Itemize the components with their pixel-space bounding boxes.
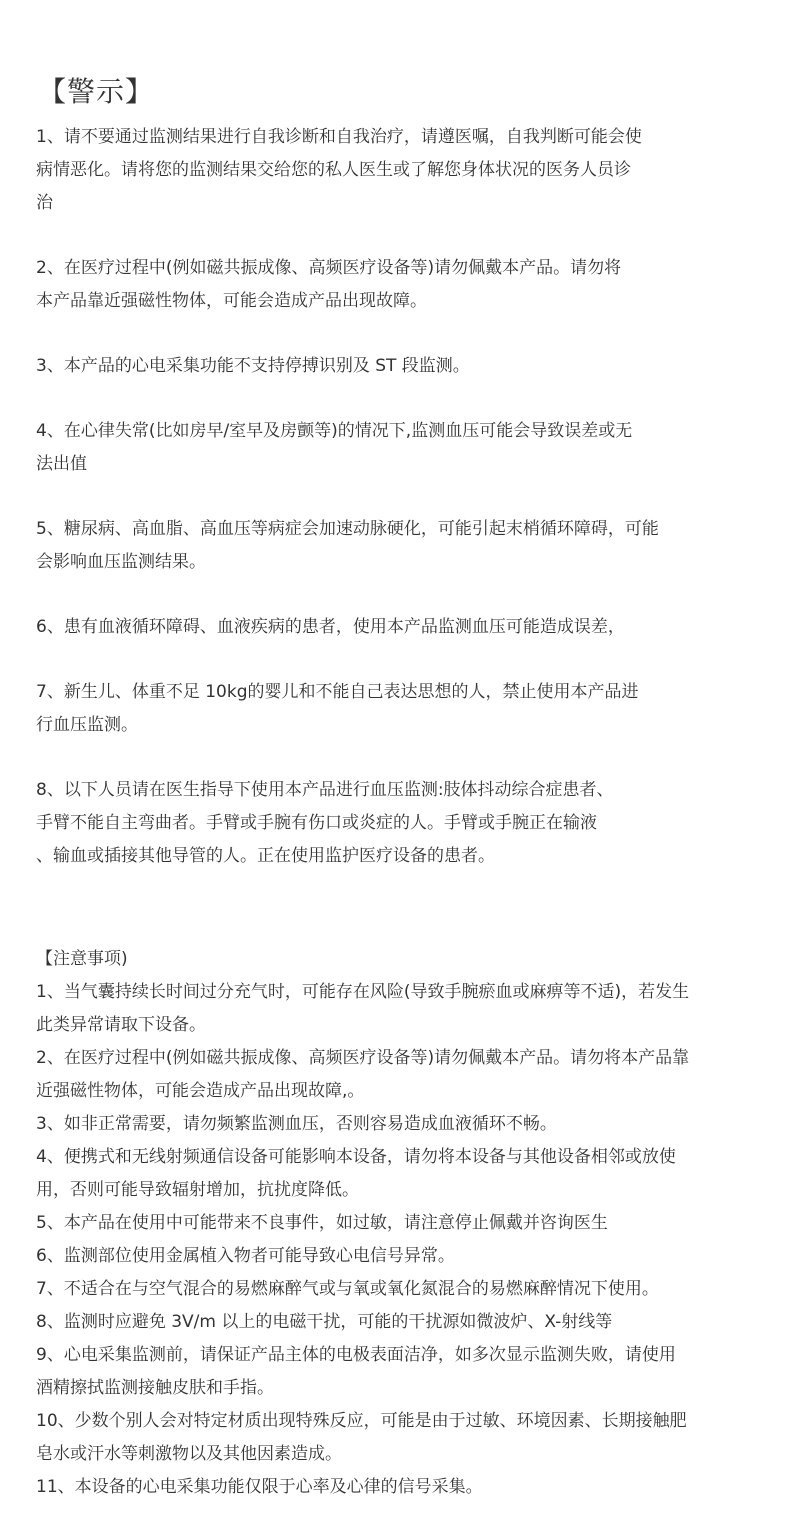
warning-item-1: [36, 121, 776, 220]
note-item-1-line-2: 此类异常请取下设备。: [36, 1015, 206, 1035]
warning-item-3: [36, 350, 776, 383]
note-item-4: [36, 1141, 776, 1207]
note-item-2-line-1: 2、在医疗过程中(例如磁共振成像、高频医疗设备等)请勿佩戴本产品。请勿将本产品靠: [36, 1048, 690, 1068]
warning-item-6-line-1: 6、患有血液循环障碍、血液疾病的患者，使用本产品监测血压可能造成误差，: [36, 617, 625, 637]
warning-item-8-line-2: 手臂不能自主弯曲者。手臂或手腕有伤口或炎症的人。手臂或手腕正在输液: [36, 813, 597, 833]
note-item-1: [36, 976, 776, 1042]
warning-item-1-line-2: 病情恶化。请将您的监测结果交给您的私人医生或了解您身体状况的医务人员诊: [36, 160, 631, 180]
warning-item-7-line-1: 7、新生儿、体重不足 10kg的婴儿和不能自己表达思想的人，禁止使用本产品进: [36, 682, 639, 702]
note-item-5-line-1: 5、本产品在使用中可能带来不良事件，如过敏，请注意停止佩戴并咨询医生: [36, 1213, 608, 1233]
note-item-9-line-1: 9、心电采集监测前，请保证产品主体的电极表面洁净，如多次显示监测失败，请使用: [36, 1345, 676, 1365]
warning-item-1-line-1: 1、请不要通过监测结果进行自我诊断和自我治疗，请遵医嘱，自我判断可能会使: [36, 127, 642, 147]
note-item-4-line-2: 用，否则可能导致辐射增加，抗扰度降低。: [36, 1180, 359, 1200]
note-item-6-line-1: 6、监测部位使用金属植入物者可能导致心电信号异常。: [36, 1246, 455, 1266]
note-item-8: [36, 1306, 776, 1339]
note-item-10-line-1: 10、少数个别人会对特定材质出现特殊反应，可能是由于过敏、环境因素、长期接触肥: [36, 1411, 687, 1431]
warning-item-7: [36, 676, 776, 742]
warning-item-7-line-2: 行血压监测。: [36, 715, 138, 735]
note-item-3: [36, 1108, 776, 1141]
note-item-8-line-1: 8、监测时应避免 3V/m 以上的电磁干扰，可能的干扰源如微波炉、X-射线等: [36, 1312, 613, 1332]
warning-item-8-line-3: 、输血或插接其他导管的人。正在使用监护医疗设备的患者。: [36, 846, 495, 866]
warning-item-5-line-1: 5、糖尿病、高血脂、高血压等病症会加速动脉硬化，可能引起末梢循环障碍，可能: [36, 519, 659, 539]
note-item-11: [36, 1471, 776, 1504]
note-item-2-line-2: 近强磁性物体，可能会造成产品出现故障,。: [36, 1081, 365, 1101]
note-item-9-line-2: 酒精擦拭监测接触皮肤和手指。: [36, 1378, 274, 1398]
warning-item-1-line-3: 治: [36, 193, 53, 213]
note-item-1-line-1: 1、当气囊持续长时间过分充气时，可能存在风险(导致手腕瘀血或麻痹等不适)，若发生: [36, 982, 690, 1002]
note-item-4-line-1: 4、便携式和无线射频通信设备可能影响本设备，请勿将本设备与其他设备相邻或放使: [36, 1147, 676, 1167]
warning-item-2-line-1: 2、在医疗过程中(例如磁共振成像、高频医疗设备等)请勿佩戴本产品。请勿将: [36, 258, 622, 278]
warning-item-4-line-2: 法出值: [36, 454, 87, 474]
note-item-3-line-1: 3、如非正常需要，请勿频繁监测血压，否则容易造成血液循环不畅。: [36, 1114, 557, 1134]
notes-heading: 【注意事项): [36, 949, 128, 969]
warning-item-8-line-1: 8、以下人员请在医生指导下使用本产品进行血压监测:肢体抖动综合症患者、: [36, 780, 614, 800]
notes-list: [36, 976, 776, 1504]
note-item-5: [36, 1207, 776, 1240]
warning-item-2: [36, 252, 776, 318]
note-item-2: [36, 1042, 776, 1108]
warning-item-6: [36, 611, 776, 644]
warning-item-5-line-2: 会影响血压监测结果。: [36, 552, 206, 572]
note-item-6: [36, 1240, 776, 1273]
warning-item-3-line-1: 3、本产品的心电采集功能不支持停搏识别及 ST 段监测。: [36, 356, 470, 376]
warning-item-4-line-1: 4、在心律失常(比如房早/室早及房颤等)的情况下,监测血压可能会导致误差或无: [36, 421, 633, 441]
warning-item-4: [36, 415, 776, 481]
note-item-11-line-1: 11、本设备的心电采集功能仅限于心率及心律的信号采集。: [36, 1477, 483, 1497]
warning-item-8: [36, 774, 776, 873]
warning-list: [36, 121, 776, 905]
warning-item-2-line-2: 本产品靠近强磁性物体，可能会造成产品出现故障。: [36, 291, 427, 311]
warning-item-5: [36, 513, 776, 579]
note-item-10: [36, 1405, 776, 1471]
note-item-10-line-2: 皂水或汗水等刺激物以及其他因素造成。: [36, 1444, 342, 1464]
warning-heading: 【警示】: [38, 75, 155, 108]
note-item-9: [36, 1339, 776, 1405]
note-item-7: [36, 1273, 776, 1306]
note-item-7-line-1: 7、不适合在与空气混合的易燃麻醉气或与氧或氧化氮混合的易燃麻醉情况下使用。: [36, 1279, 659, 1299]
